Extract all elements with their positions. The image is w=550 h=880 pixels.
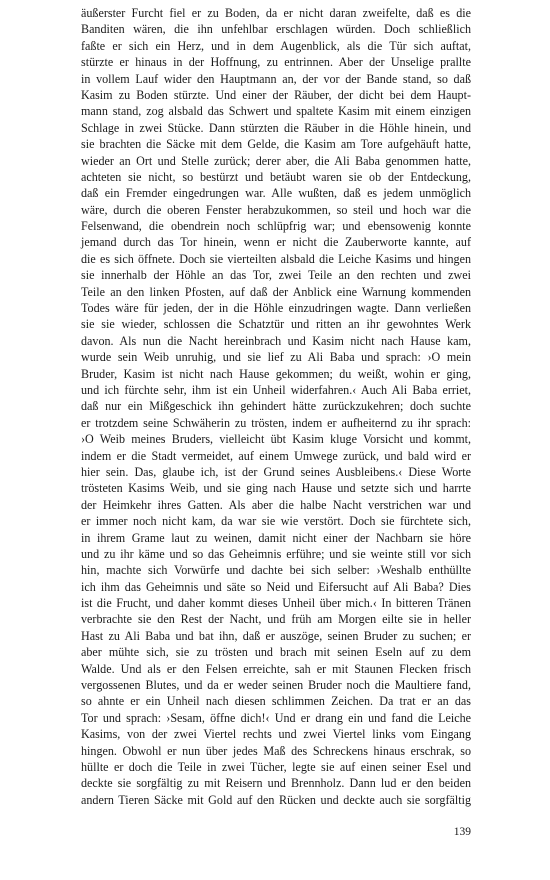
text-line: er trotzdem seine Schwäherin zu trösten, indem er aufheiternd zu ihr sprach:	[81, 415, 471, 430]
text-line: Banditen wären, die ihn unfehlbar erschlagen würden. Doch schließlich	[81, 22, 471, 37]
text-line: davon. Als nun die Nacht hereinbrach und Kasim nicht nach Hause kam,	[81, 333, 471, 348]
text-line: ›O Weib meines Bruders, vielleicht übt Kasim kluge Vorsicht und kommt,	[81, 432, 471, 447]
text-line: daß ein Fremder eingedrungen war. Alle wußten, daß es jedem unmöglich	[81, 186, 471, 201]
text-line: hin, machte sich Vorwürfe und dachte bei sich selber: ›Weshalb enthüllte	[81, 563, 471, 578]
text-line: verbrachte sie den Rest der Nacht, und früh am Morgen eilte sie in heller	[81, 612, 471, 627]
text-line: mann stand, zog alsbald das Schwert und spaltete Kasim mit einem einzigen	[81, 104, 471, 119]
text-line: hingen. Obwohl er nun über jedes Maß des Schreckens hinaus erschrak, so	[81, 743, 471, 758]
text-line: deckte sie sorgfältig zu mit Reisern und Brennholz. Dann lud er den beiden	[81, 776, 471, 791]
text-line: Walde. Und als er den Felsen erreichte, sah er mit Staunen Flecken frisch	[81, 661, 471, 676]
text-line: andern Tieren Säcke mit Gold auf den Rücken und deckte auch sie sorgfältig	[81, 792, 471, 807]
text-line: in vollem Lauf wider den Hauptmann an, der vor der Bande stand, so daß	[81, 71, 471, 86]
text-line: Teile an den linken Pfosten, auf daß der Anblick eine Warnung kommenden	[81, 284, 471, 299]
text-line: hüllte er doch die Teile in zwei Tücher, legte sie auf einen seiner Esel und	[81, 759, 471, 774]
text-line: äußerster Furcht fiel er zu Boden, da er nicht daran zweifelte, daß es die	[81, 6, 471, 20]
text-line: jemand durch das Tor hinein, wenn er nicht die Zauberworte kannte, auf	[81, 235, 471, 250]
text-line: wieder an Ort und Stelle zurück; derer aber, die Ali Baba genommen hatte,	[81, 153, 471, 168]
text-line: er immer noch nicht kam, da war sie wie verstört. Doch sie fürchtete sich,	[81, 514, 471, 529]
text-line: daß nur ein Mißgeschick ihn gehindert hätte zurückzukehren; doch suchte	[81, 399, 471, 414]
text-line: Todes wäre für jeden, der in die Höhle einzudringen wagte. Dann verließen	[81, 301, 471, 316]
text-line: die es sich öffnete. Doch sie vierteilten alsbald die Leiche Kasims und hingen	[81, 251, 471, 266]
text-line: sie brachten die Säcke mit dem Gelde, die Kasim am Tore aufgehäuft hatte,	[81, 137, 471, 152]
text-line: faßte er sich ein Herz, und in dem Augenblick, als die Tür sich auftat,	[81, 38, 471, 53]
text-line: Hast zu Ali Baba und bat ihn, daß er auszöge, seinen Bruder zu suchen; er	[81, 628, 471, 643]
text-line: sie innerhalb der Höhle an das Tor, zwei Teile an den rechten und zwei	[81, 268, 471, 283]
text-line: und zu ihr käme und so das Geheimnis erführe; und sie weinte still vor sich	[81, 546, 471, 561]
text-line: ist die Frucht, und daher kommt dieses Unheil über mich.‹ In bitteren Tränen	[81, 596, 471, 611]
text-line: Tor und sprach: ›Sesam, öffne dich!‹ Und er drang ein und fand die Leiche	[81, 710, 471, 725]
text-line: hier sein. Das, glaube ich, ist der Grund seines Ausbleibens.‹ Diese Worte	[81, 464, 471, 479]
text-line: vergossenen Blutes, und da er weder seinen Bruder noch die Maultiere fand,	[81, 678, 471, 693]
text-line: trösteten Kasims Weib, und sie ging nach Hause und setzte sich und harrte	[81, 481, 471, 496]
text-line: wäre, durch die oberen Fenster herabzukommen, so steil und hoch war die	[81, 202, 471, 217]
text-line: und ich fürchte sehr, ihm ist ein Unheil widerfahren.‹ Auch Ali Baba erriet,	[81, 382, 471, 397]
text-line: Kasim zu Boden stürzte. Und einer der Räuber, der dicht bei dem Haupt-	[81, 87, 471, 102]
text-line: wurde sein Weib unruhig, und sie lief zu Ali Baba und sprach: ›O mein	[81, 350, 471, 365]
text-line: der Heimkehr ihres Gatten. Als aber die halbe Nacht verstrichen war und	[81, 497, 471, 512]
body-text	[81, 5, 471, 808]
text-line: aber mühte sich, sie zu trösten und brach mit seinen Eseln auf zu dem	[81, 645, 471, 660]
text-line: Schlage in zwei Stücke. Dann stürzten die Räuber in die Höhle hinein, und	[81, 120, 471, 135]
text-line: Kasims, von der zwei Viertel rechts und zwei Viertel links vom Eingang	[81, 727, 471, 742]
text-line: Bruder, Kasim ist nicht nach Hause gekommen; du weißt, wohin er ging,	[81, 366, 471, 381]
text-line: stürzte er hinaus in der Hoffnung, zu entrinnen. Aber der Unselige prallte	[81, 55, 471, 70]
text-line: achteten sie nicht, so bestürzt und betäubt waren sie ob der Entdeckung,	[81, 169, 471, 184]
text-line: in ihrem Grame laut zu weinen, damit nicht einer der Nachbarn sie höre	[81, 530, 471, 545]
text-line: indem er die Stadt vermeidet, auf einem Umwege zurück, und bald wird er	[81, 448, 471, 463]
text-line: sie sie wieder, schlossen die Schatztür und ritten an ihr gewohntes Werk	[81, 317, 471, 332]
text-line: Felsenwand, die obendrein noch schlüpfrig war; und ebensowenig konnte	[81, 219, 471, 234]
text-line: ich ihm das Geheimnis und säte so Neid und Eifersucht auf Ali Baba? Dies	[81, 579, 471, 594]
page-number: 139	[453, 826, 471, 838]
text-line: so ahnte er ein Unheil nach diesen schlimmen Zeichen. Da trat er an das	[81, 694, 471, 709]
